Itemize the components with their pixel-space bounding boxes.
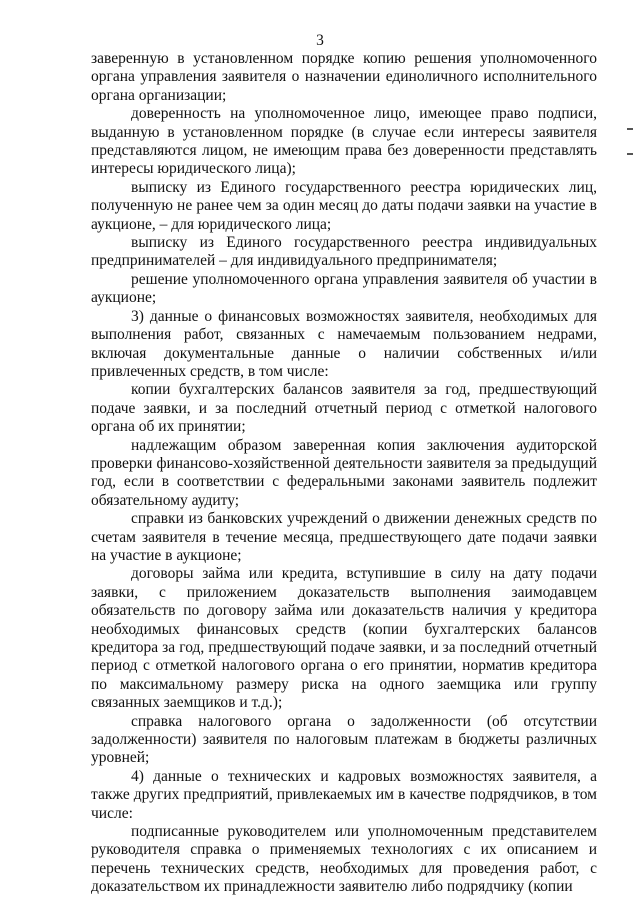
scan-artifact-mark [627, 128, 633, 130]
document-body [91, 50, 597, 897]
paragraph: справка налогового органа о задолженности (об отсутствии задолженности) заявителя по налоговым платежам в бюджеты различных уровней; [91, 712, 597, 767]
paragraph: 3) данные о финансовых возможностях заявителя, необходимых для выполнения работ, связанных с намечаемым пользованием недрами, включая документальные данные о наличии собственных и/или привлеченных средств, в том числе: [91, 307, 597, 380]
page-number: 3 [316, 32, 324, 49]
paragraph: копии бухгалтерских балансов заявителя за год, предшествующий подаче заявки, и за последний отчетный период с отметкой налогового органа об их принятии; [91, 381, 597, 436]
paragraph: договоры займа или кредита, вступившие в силу на дату подачи заявки, с приложением доказательств выполнения заимодавцем обязательств по договору займа или доказательств наличия у кредитора необходимых финансовых средств (копии бухгалтерских балансов кредитора за год, предшествующий подаче заявки, и за последний отчетный период с отметкой налогового органа о его принятии, норматив кредитора по максимальному размеру риска на одного заемщика или группу связанных заемщиков и т.д.); [91, 565, 597, 712]
paragraph: подписанные руководителем или уполномоченным представителем руководителя справка о применяемых технологиях с их описанием и перечень технических средств, необходимых для проведения работ, с доказательством их принадлежности заявителю либо подрядчику (копии [91, 823, 597, 896]
paragraph: заверенную в установленном порядке копию решения уполномоченного органа управления заявителя о назначении единоличного исполнительного органа организации; [91, 50, 597, 104]
paragraph: решение уполномоченного органа управления заявителя об участии в аукционе; [91, 270, 597, 307]
paragraph: надлежащим образом заверенная копия заключения аудиторской проверки финансово-хозяйственной деятельности заявителя за предыдущий год, если в соответствии с федеральными законами заявитель подлежит обязательному аудиту; [91, 436, 597, 509]
paragraph: выписку из Единого государственного реестра индивидуальных предпринимателей – для индивидуального предпринимателя; [91, 234, 597, 270]
scan-artifact-mark [627, 153, 633, 155]
paragraph: доверенность на уполномоченное лицо, имеющее право подписи, выданную в установленном порядке (в случае если интересы заявителя представляются лицом, не имеющим права без доверенности представлять интересы юридического лица); [91, 105, 597, 178]
paragraph: выписку из Единого государственного реестра юридических лиц, полученную не ранее чем за один месяц до даты подачи заявки на участие в аукционе, – для юридического лица; [91, 178, 597, 233]
paragraph: 4) данные о технических и кадровых возможностях заявителя, а также других предприятий, привлекаемых им в качестве подрядчиков, в том числе: [91, 767, 597, 822]
paragraph: справки из банковских учреждений о движении денежных средств по счетам заявителя в течение месяца, предшествующего дате подачи заявки на участие в аукционе; [91, 510, 597, 564]
